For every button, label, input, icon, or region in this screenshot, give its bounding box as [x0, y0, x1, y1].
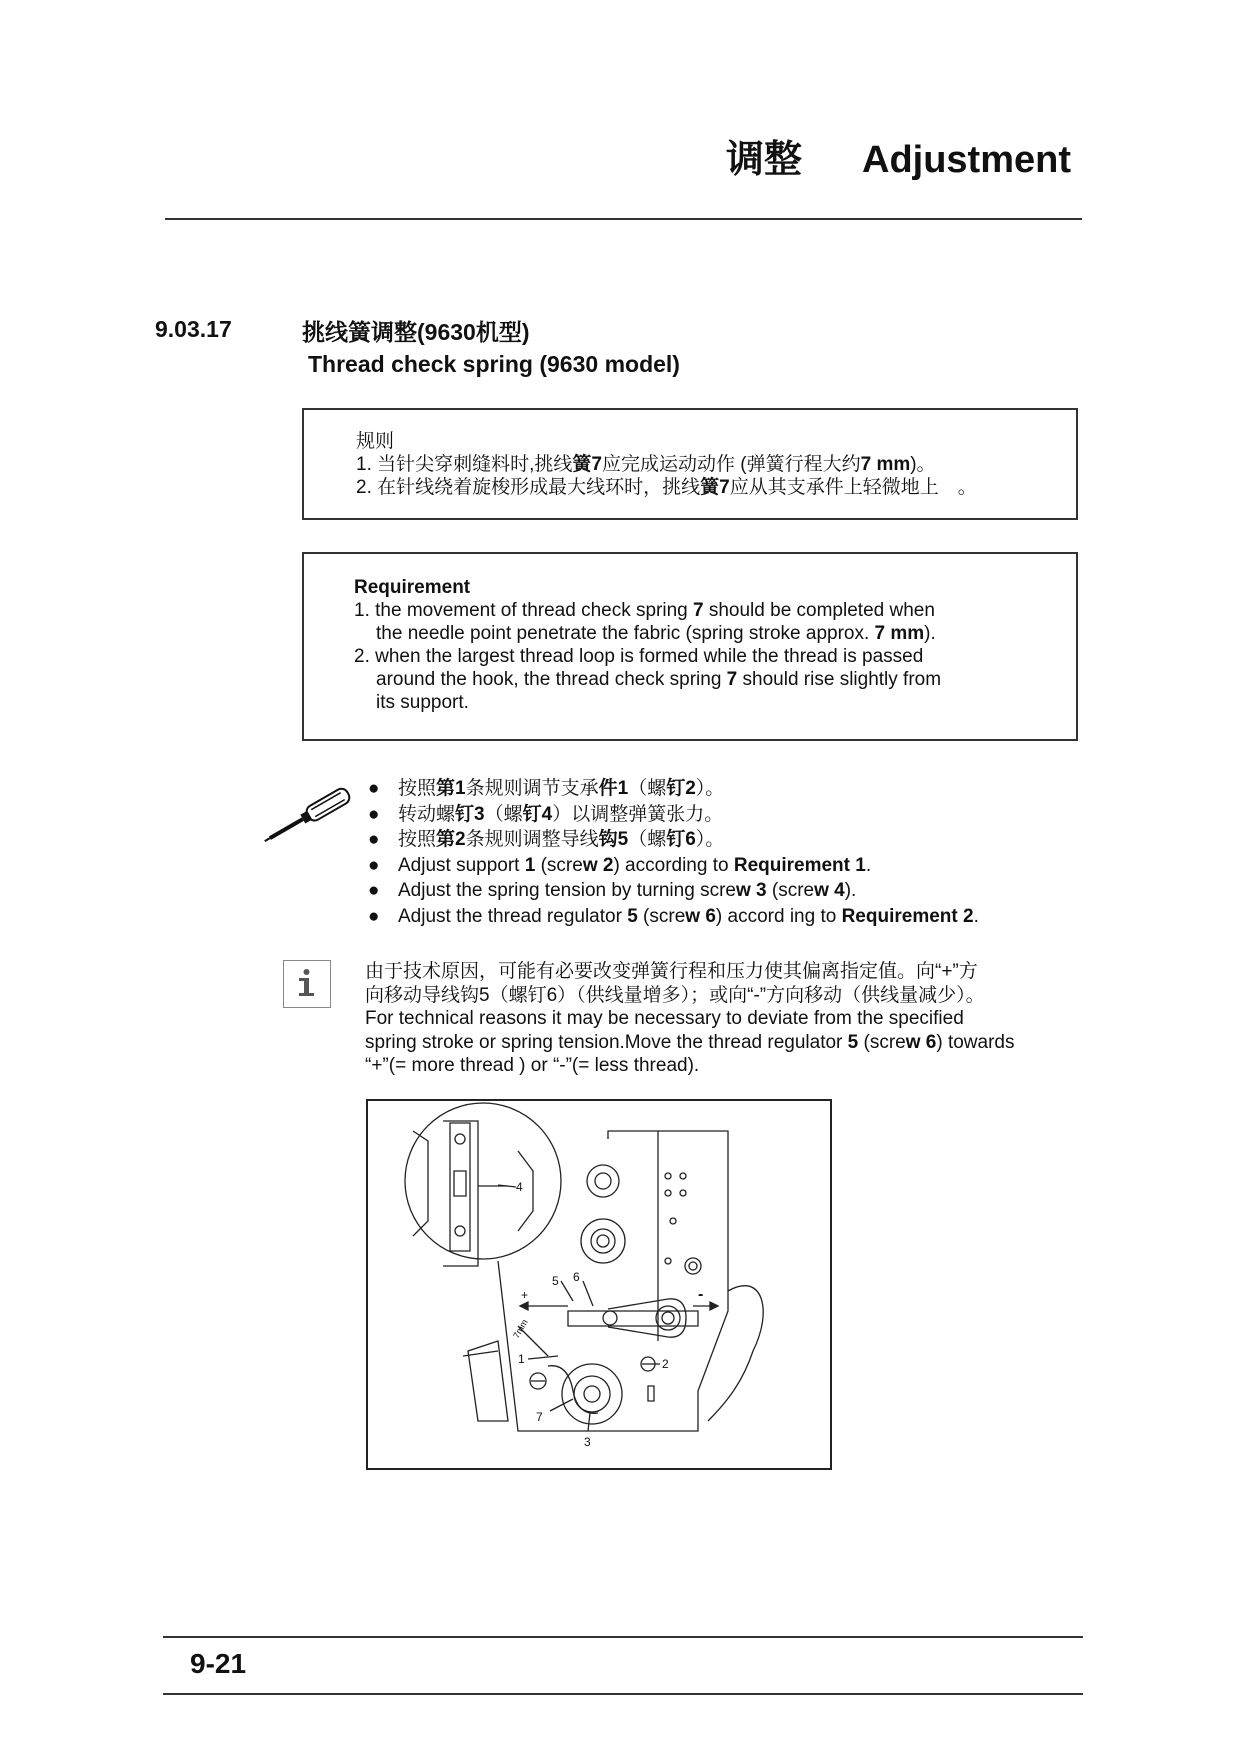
- section-title-en: Thread check spring (9630 model): [308, 351, 680, 377]
- figure-label-4: 4: [516, 1180, 523, 1194]
- requirement-heading: Requirement: [354, 577, 471, 598]
- instruction-item: [368, 802, 979, 828]
- thread-check-spring-figure: [366, 1099, 832, 1470]
- figure-label-7: 7: [536, 1410, 543, 1424]
- instruction-zh-3: 按照第2条规则调整导线钩5（螺钉6）。: [398, 829, 725, 850]
- note-zh-line-1: 由于技术原因，可能有必要改变弹簧行程和压力使其偏离指定值。向“+”方: [365, 961, 978, 982]
- instruction-en-2: Adjust the spring tension by turning screw 3 (screw 4).: [398, 880, 857, 901]
- section-number: 9.03.17: [155, 316, 232, 342]
- header-title-zh: 调整: [725, 137, 802, 181]
- figure-label-1: 1: [518, 1352, 525, 1366]
- instruction-zh-1: 按照第1条规则调节支承件1（螺钉2）。: [398, 778, 725, 799]
- requirement-item-2-line-2: around the hook, the thread check spring 7 should rise slightly from: [376, 669, 942, 690]
- note-text: [365, 960, 1015, 1078]
- instruction-item: [368, 878, 979, 904]
- bullet-icon: ●: [368, 905, 380, 927]
- figure-label-mm: 7mm: [511, 1317, 530, 1340]
- rules-item-1: 1. 当针尖穿刺缝料时,挑线簧7应完成运动动作 (弹簧行程大约7 mm)。: [356, 454, 936, 475]
- instruction-en-3: Adjust the thread regulator 5 (screw 6) accord ing to Requirement 2.: [398, 905, 979, 927]
- note-en-line-3: “+”(= more thread ) or “-”(= less thread).: [365, 1055, 700, 1076]
- figure-label-3: 3: [584, 1435, 591, 1449]
- screwdriver-icon: [256, 774, 368, 856]
- instruction-item: [368, 904, 979, 930]
- footer-rule-bottom: [163, 1693, 1083, 1695]
- note-zh-line-2: 向移动导线钩5（螺钉6）（供线量增多）；或向“-”方向移动（供线量减少）。: [365, 984, 985, 1006]
- header-rule: [165, 218, 1082, 220]
- rules-box-zh: [302, 408, 1078, 520]
- footer-rule-top: [163, 1636, 1083, 1638]
- bullet-icon: ●: [368, 803, 380, 825]
- page-header: [726, 128, 1071, 183]
- figure-label-minus: -: [698, 1286, 704, 1303]
- requirement-item-2-line-1: 2. when the largest thread loop is formed while the thread is passed: [354, 646, 924, 667]
- requirement-item-1-line-2: the needle point penetrate the fabric (spring stroke approx. 7 mm).: [376, 623, 936, 644]
- instruction-item: [368, 827, 979, 853]
- bullet-icon: ●: [368, 854, 380, 876]
- rules-heading: 规则: [356, 431, 395, 452]
- header-title-en: Adjustment: [862, 139, 1071, 181]
- instruction-item: [368, 776, 979, 802]
- rules-item-2: 2. 在针线绕着旋梭形成最大线环时，挑线簧7应从其支承件上轻微地上 。: [356, 477, 977, 498]
- instruction-item: [368, 853, 979, 879]
- section-title: [302, 316, 680, 380]
- figure-label-plus: +: [521, 1288, 529, 1302]
- page-number: 9-21: [190, 1648, 247, 1679]
- requirement-item-1-line-1: 1. the movement of thread check spring 7 should be completed when: [354, 600, 935, 621]
- info-icon: [283, 960, 331, 1008]
- instruction-zh-2: 转动螺钉3（螺钉4）以调整弹簧张力。: [398, 803, 724, 825]
- instruction-en-1: Adjust support 1 (screw 2) according to Requirement 1.: [398, 854, 872, 876]
- mechanism-drawing: [368, 1101, 830, 1468]
- bullet-icon: ●: [368, 778, 380, 799]
- bullet-icon: ●: [368, 829, 380, 850]
- note-en-line-1: For technical reasons it may be necessary to deviate from the specified: [365, 1008, 964, 1029]
- instruction-list: [368, 776, 979, 929]
- bullet-icon: ●: [368, 880, 380, 901]
- requirement-item-2-line-3: its support.: [376, 692, 469, 713]
- figure-label-6: 6: [573, 1270, 580, 1284]
- figure-label-2: 2: [662, 1357, 669, 1371]
- section-title-zh: 挑线簧调整(9630机型): [302, 319, 530, 345]
- requirement-box-en: [302, 552, 1078, 741]
- figure-label-5: 5: [552, 1274, 559, 1288]
- note-en-line-2: spring stroke or spring tension.Move the thread regulator 5 (screw 6) towards: [365, 1031, 1015, 1053]
